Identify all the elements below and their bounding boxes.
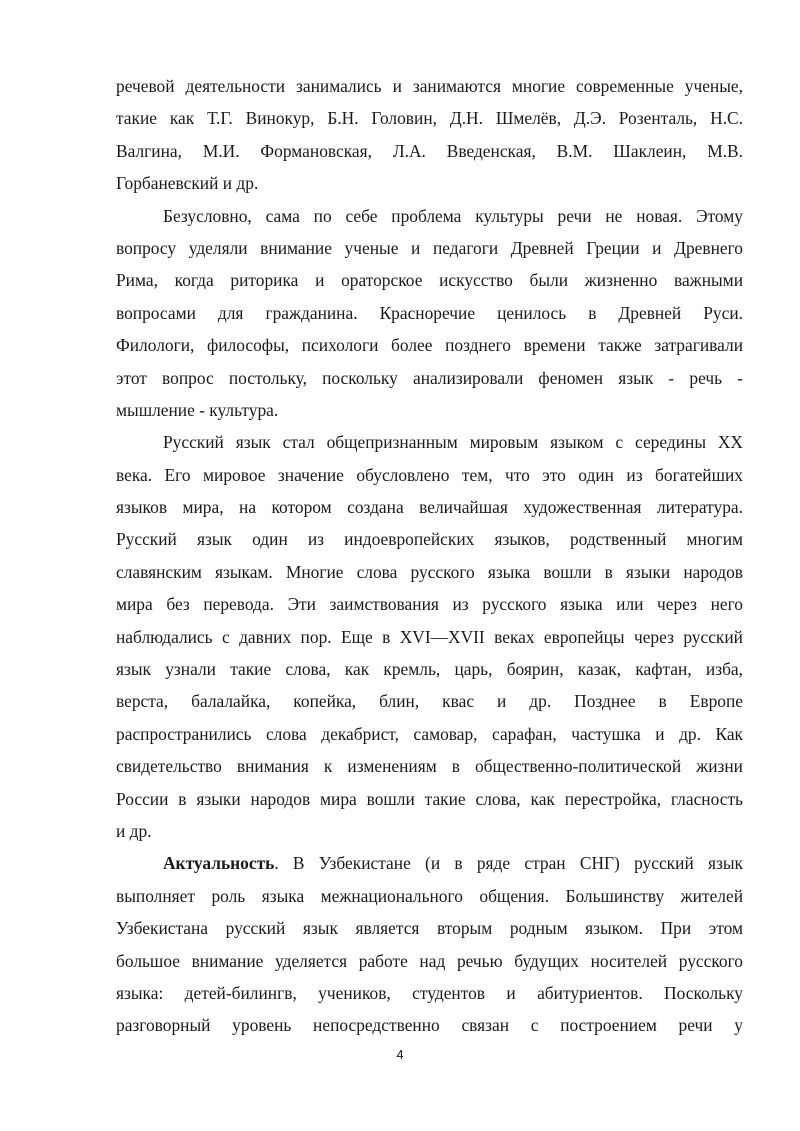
- text-line: Филологи, философы, психологи более позднего времени также затрагивали: [116, 335, 743, 356]
- text-line: верста, балалайка, копейка, блин, квас и др. Позднее в Европе: [116, 691, 743, 712]
- text-line: языка: детей-билингв, учеников, студентов и абитуриентов. Поскольку: [116, 982, 743, 1003]
- text-line: этот вопрос постольку, поскольку анализировали феномен язык - речь -: [116, 367, 743, 388]
- text-line: большое внимание уделяется работе над речью будущих носителей русского: [116, 950, 743, 971]
- text-line: выполняет роль языка межнационального общения. Большинству жителей: [116, 885, 743, 906]
- document-body: [116, 70, 743, 1042]
- text-line: Узбекистана русский язык является вторым родным языком. При этом: [116, 918, 743, 939]
- paragraph-2: [116, 200, 743, 427]
- text-line: речевой деятельности занимались и занимаются многие современные ученые,: [116, 76, 743, 96]
- text-line: вопросами для гражданина. Красноречие ценилось в Древней Руси.: [116, 302, 743, 323]
- text-line: разговорный уровень непосредственно связан с построением речи у: [116, 1015, 743, 1036]
- text-line: Валгина, М.И. Формановская, Л.А. Введенская, В.М. Шаклеин, М.В.: [116, 140, 743, 161]
- text-line: наблюдались с давних пор. Еще в XVI—XVII веках европейцы через русский: [116, 626, 743, 647]
- text-line: России в языки народов мира вошли такие слова, как перестройка, гласность: [116, 788, 743, 809]
- paragraph-1: [116, 70, 743, 200]
- text-line: Русский язык один из индоевропейских языков, родственный многим: [116, 529, 743, 550]
- paragraph-3: [116, 426, 743, 847]
- text-line: Рима, когда риторика и ораторское искусство были жизненно важными: [116, 270, 743, 291]
- relevance-heading: Актуальность: [163, 853, 275, 874]
- text-line: Русский язык стал общепризнанным мировым языком с середины XX: [163, 432, 743, 453]
- text-line: Безусловно, сама по себе проблема культуры речи не новая. Этому: [163, 205, 743, 226]
- text-run: . В Узбекистане (и в ряде стран СНГ) русский язык: [274, 853, 743, 874]
- text-line: века. Его мировое значение обусловлено тем, что это один из богатейших: [116, 464, 743, 485]
- text-line: славянским языкам. Многие слова русского языка вошли в языки народов: [116, 561, 743, 582]
- paragraph-4: [116, 847, 743, 1041]
- text-line: и др.: [116, 820, 152, 841]
- text-line: мира без перевода. Эти заимствования из русского языка или через него: [116, 594, 743, 615]
- text-line: распространились слова декабрист, самовар, сарафан, частушка и др. Как: [116, 723, 743, 744]
- text-line: языков мира, на котором создана величайшая художественная литература.: [116, 497, 743, 518]
- page-number: 4: [396, 1047, 404, 1062]
- text-line: Горбаневский и др.: [116, 173, 259, 194]
- text-line: такие как Т.Г. Винокур, Б.Н. Головин, Д.Н. Шмелёв, Д.Э. Розенталь, Н.С.: [116, 108, 743, 129]
- text-line: свидетельство внимания к изменениям в общественно-политической жизни: [116, 756, 743, 777]
- text-line: язык узнали такие слова, как кремль, царь, боярин, казак, кафтан, изба,: [116, 659, 743, 680]
- text-line: [116, 847, 743, 879]
- text-line: мышление - культура.: [116, 399, 279, 420]
- text-line: вопросу уделяли внимание ученые и педагоги Древней Греции и Древнего: [116, 237, 743, 258]
